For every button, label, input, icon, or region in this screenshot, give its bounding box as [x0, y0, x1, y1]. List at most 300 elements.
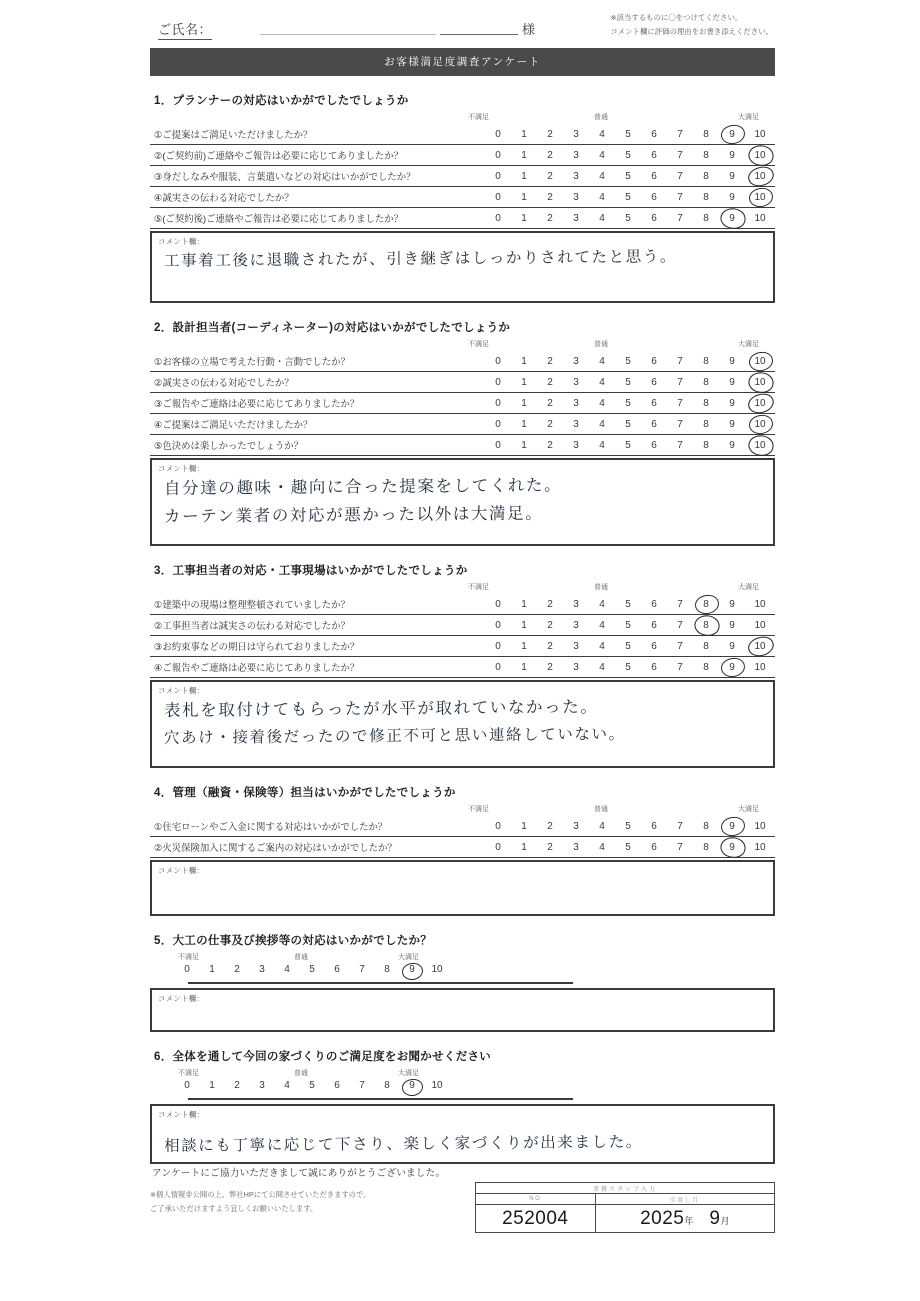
rating-option-6[interactable]: 6	[651, 439, 657, 451]
rating-option-5[interactable]: 5	[625, 841, 631, 853]
comment-label: コメント欄：	[158, 994, 205, 1003]
scale-label-high: 大満足	[738, 806, 759, 813]
instruction-line-2: コメント欄に評価の理由をお書き添えください。	[610, 26, 773, 36]
table-row	[150, 393, 775, 414]
rating-option-9[interactable]: 9	[729, 619, 735, 631]
rating-option-1[interactable]: 1	[521, 619, 527, 631]
table-row	[150, 145, 775, 166]
rating-option-7[interactable]: 7	[677, 355, 683, 367]
no-value: 252004	[476, 1205, 596, 1233]
comment-label: コメント欄：	[158, 464, 205, 473]
rating-option-5[interactable]: 5	[625, 439, 631, 451]
rating-option-0[interactable]: 0	[495, 418, 501, 430]
rating-option-9[interactable]: 9	[409, 964, 415, 975]
rating-option-1[interactable]: 1	[521, 640, 527, 652]
rating-option-5[interactable]: 5	[625, 212, 631, 224]
rating-option-2[interactable]: 2	[547, 820, 553, 832]
table-row	[150, 166, 775, 187]
survey-section	[150, 562, 775, 768]
question-label: ②誠実さの伝わる対応でしたか？	[154, 377, 294, 388]
scale-label-high: 大満足	[398, 1070, 419, 1077]
rating-option-5[interactable]: 5	[625, 598, 631, 610]
rating-option-10-selected[interactable]: 10	[745, 166, 775, 187]
rating-option-10-selected[interactable]: 10	[745, 351, 775, 372]
rating-option-1[interactable]: 1	[209, 964, 215, 975]
rating-option-3[interactable]: 3	[573, 170, 579, 182]
rating-option-6[interactable]: 6	[651, 149, 657, 161]
handwritten-comment-line: カーテン業者の対応が悪かった以外は大満足。	[163, 503, 544, 526]
rating-option-8[interactable]: 8	[703, 149, 709, 161]
rating-option-7[interactable]: 7	[359, 1080, 365, 1091]
table-row	[150, 594, 775, 615]
rating-option-9[interactable]: 9	[729, 439, 735, 451]
handwritten-comment-line: 穴あけ・接着後だったので修正不可と思い連絡していない。	[163, 724, 626, 747]
rating-option-3[interactable]: 3	[573, 355, 579, 367]
rating-option-7[interactable]: 7	[677, 397, 683, 409]
rating-option-8[interactable]: 8	[703, 820, 709, 832]
rating-option-0[interactable]: 0	[495, 661, 501, 673]
rating-option-8[interactable]: 8	[703, 170, 709, 182]
rating-table	[150, 351, 775, 456]
rating-option-6[interactable]: 6	[651, 128, 657, 140]
rating-option-2[interactable]: 2	[547, 640, 553, 652]
rating-option-1[interactable]: 1	[521, 820, 527, 832]
rating-option-1[interactable]: 1	[521, 841, 527, 853]
rating-option-0[interactable]: 0	[495, 149, 501, 161]
rating-option-4[interactable]: 4	[599, 418, 605, 430]
rating-option-6[interactable]: 6	[651, 661, 657, 673]
rating-option-6[interactable]: 6	[651, 170, 657, 182]
rating-option-3[interactable]: 3	[573, 128, 579, 140]
rating-option-7[interactable]: 7	[677, 170, 683, 182]
scale-label-mid: 普通	[594, 114, 608, 121]
rating-option-0[interactable]: 0	[495, 397, 501, 409]
rating-option-5[interactable]: 5	[625, 355, 631, 367]
rating-option-8[interactable]: 8	[703, 841, 709, 853]
comment-box[interactable]	[150, 458, 775, 546]
rating-option-9[interactable]: 9	[729, 598, 735, 610]
rating-option-2[interactable]: 2	[547, 170, 553, 182]
rating-option-6[interactable]: 6	[651, 191, 657, 203]
thanks-text: アンケートにご協力いただきまして誠にありがとうございました。	[152, 1168, 446, 1179]
question-label: ④ご報告やご連絡は必要に応じてありましたか？	[154, 662, 360, 673]
handwritten-comment-line: 自分達の趣味・趣向に合った提案をしてくれた。	[163, 475, 563, 498]
handover-date-value	[595, 1205, 774, 1233]
table-row	[150, 208, 775, 229]
rating-option-0[interactable]: 0	[495, 619, 501, 631]
question-label: ③お約束事などの期日は守られておりましたか？	[154, 641, 360, 652]
rating-option-0[interactable]: 0	[184, 964, 190, 975]
rating-option-8-selected[interactable]: 8	[693, 615, 719, 636]
table-row	[150, 657, 775, 678]
rating-option-5[interactable]: 5	[625, 191, 631, 203]
rating-option-3[interactable]: 3	[573, 191, 579, 203]
rating-option-10-selected[interactable]: 10	[745, 145, 775, 166]
rating-option-7[interactable]: 7	[677, 128, 683, 140]
section-title: 5．大工の仕事及び挨拶等の対応はいかがでしたか？	[154, 935, 433, 947]
scale-label-mid: 普通	[594, 584, 608, 591]
rating-option-9[interactable]: 9	[729, 355, 735, 367]
question-label: ①お客様の立場で考えた行動・言動でしたか？	[154, 356, 350, 367]
year-value: 2025	[640, 1207, 685, 1229]
rating-option-8[interactable]: 8	[703, 355, 709, 367]
table-row	[150, 435, 775, 456]
section-title: 1．プランナーの対応はいかがでしたでしょうか	[154, 95, 409, 107]
scale-underline	[188, 982, 573, 984]
rating-option-3[interactable]: 3	[573, 661, 579, 673]
rating-option-1[interactable]: 1	[521, 439, 527, 451]
rating-option-8[interactable]: 8	[703, 661, 709, 673]
rating-option-10-selected[interactable]: 10	[745, 187, 775, 208]
rating-option-6[interactable]: 6	[651, 841, 657, 853]
rating-scale	[150, 1068, 775, 1102]
rating-option-4[interactable]: 4	[599, 598, 605, 610]
staff-entry-header: 事務スタッフ入力	[476, 1183, 775, 1194]
name-label: ご氏名：	[158, 19, 212, 40]
handwritten-comment-line: 表札を取付けてもらったが水平が取れていなかった。	[163, 697, 599, 720]
comment-box[interactable]	[150, 1104, 775, 1164]
rating-option-7[interactable]: 7	[677, 640, 683, 652]
rating-option-8[interactable]: 8	[703, 439, 709, 451]
rating-option-0[interactable]: 0	[495, 640, 501, 652]
rating-option-0[interactable]: 0	[495, 376, 501, 388]
rating-option-10[interactable]: 10	[754, 212, 766, 224]
rating-option-4[interactable]: 4	[599, 191, 605, 203]
rating-option-8[interactable]: 8	[703, 191, 709, 203]
rating-option-10-selected[interactable]: 10	[745, 435, 775, 456]
rating-option-3[interactable]: 3	[573, 397, 579, 409]
question-label: ③身だしなみや服装、言葉遣いなどの対応はいかがでしたか？	[154, 171, 416, 182]
rating-option-4[interactable]: 4	[599, 820, 605, 832]
rating-option-10-selected[interactable]: 10	[745, 372, 775, 393]
scale-label-mid: 普通	[594, 806, 608, 813]
rating-option-4[interactable]: 4	[599, 149, 605, 161]
rating-option-1[interactable]: 1	[521, 170, 527, 182]
question-label: ②工事担当者は誠実さの伝わる対応でしたか？	[154, 620, 350, 631]
rating-option-0[interactable]: 0	[495, 355, 501, 367]
rating-option-5[interactable]: 5	[625, 149, 631, 161]
rating-table	[150, 124, 775, 229]
rating-option-3[interactable]: 3	[573, 149, 579, 161]
comment-box[interactable]	[150, 680, 775, 768]
scale-label-high: 大満足	[738, 114, 759, 121]
selected-rating-circle	[401, 1078, 424, 1097]
rating-option-9-selected[interactable]: 9	[719, 837, 745, 858]
question-label: ④ご提案はご満足いただけましたか？	[154, 419, 313, 430]
rating-option-5[interactable]: 5	[309, 1080, 315, 1091]
name-value-redacted	[260, 34, 436, 35]
month-unit: 月	[720, 1215, 730, 1226]
rating-option-3[interactable]: 3	[259, 964, 265, 975]
rating-option-5[interactable]: 5	[625, 170, 631, 182]
survey-section	[150, 784, 775, 916]
handover-month-header: 引渡し月	[595, 1194, 774, 1205]
rating-option-7[interactable]: 7	[677, 376, 683, 388]
rating-option-8[interactable]: 8	[703, 640, 709, 652]
rating-option-0[interactable]: 0	[495, 170, 501, 182]
rating-option-1[interactable]: 1	[521, 661, 527, 673]
rating-option-0[interactable]: 0	[495, 841, 501, 853]
rating-option-4[interactable]: 4	[599, 661, 605, 673]
rating-option-5[interactable]: 5	[625, 619, 631, 631]
scale-legend	[150, 582, 775, 594]
scale-label-low: 不満足	[468, 114, 489, 121]
simple-sections-host	[150, 932, 775, 1164]
rating-option-0[interactable]: 0	[495, 128, 501, 140]
rating-option-0[interactable]: 0	[495, 191, 501, 203]
rating-option-9[interactable]: 9	[729, 376, 735, 388]
rating-option-4[interactable]: 4	[599, 170, 605, 182]
rating-option-2[interactable]: 2	[547, 598, 553, 610]
rating-option-7[interactable]: 7	[677, 191, 683, 203]
rating-option-9-selected[interactable]: 9	[719, 208, 745, 229]
rating-option-6[interactable]: 6	[651, 820, 657, 832]
rating-option-10-selected[interactable]: 10	[745, 393, 775, 414]
table-row	[150, 636, 775, 657]
rating-option-7[interactable]: 7	[359, 964, 365, 975]
name-suffix: 様	[522, 22, 536, 37]
rating-option-1[interactable]: 1	[521, 418, 527, 430]
rating-scale	[150, 952, 775, 986]
rating-option-6[interactable]: 6	[651, 376, 657, 388]
rating-option-10[interactable]: 10	[431, 964, 443, 975]
scale-label-low: 不満足	[468, 806, 489, 813]
rating-option-4[interactable]: 4	[599, 619, 605, 631]
question-label: ②(ご契約前)ご連絡やご報告は必要に応じてありましたか？	[154, 150, 404, 161]
scale-legend	[170, 1068, 775, 1080]
scale-label-low: 不満足	[178, 1070, 199, 1077]
table-row	[150, 187, 775, 208]
rating-option-2[interactable]: 2	[547, 397, 553, 409]
fineprint-line-2: ご了承いただけますよう宜しくお願いいたします。	[150, 1204, 318, 1214]
comment-box[interactable]	[150, 860, 775, 916]
rating-option-1[interactable]: 1	[521, 355, 527, 367]
rating-option-6[interactable]: 6	[334, 1080, 340, 1091]
comment-box[interactable]	[150, 231, 775, 303]
survey-section-simple	[150, 1048, 775, 1164]
scale-legend	[150, 112, 775, 124]
rating-option-7[interactable]: 7	[677, 598, 683, 610]
rating-option-10[interactable]: 10	[754, 598, 766, 610]
rating-option-3[interactable]: 3	[573, 619, 579, 631]
rating-option-3[interactable]: 3	[573, 820, 579, 832]
rating-option-7[interactable]: 7	[677, 149, 683, 161]
rating-option-4[interactable]: 4	[599, 640, 605, 652]
no-header: NO	[476, 1194, 596, 1205]
rating-option-0[interactable]: 0	[495, 439, 501, 451]
rating-option-8[interactable]: 8	[703, 212, 709, 224]
rating-option-2[interactable]: 2	[547, 128, 553, 140]
rating-option-2[interactable]: 2	[547, 619, 553, 631]
rating-option-5[interactable]: 5	[625, 376, 631, 388]
rating-option-9[interactable]: 9	[729, 191, 735, 203]
table-row	[150, 816, 775, 837]
rating-option-3[interactable]: 3	[573, 212, 579, 224]
survey-section-simple	[150, 932, 775, 1032]
survey-section	[150, 92, 775, 303]
rating-option-4[interactable]: 4	[599, 439, 605, 451]
rating-option-9[interactable]: 9	[729, 397, 735, 409]
rating-option-2[interactable]: 2	[547, 191, 553, 203]
comment-box[interactable]	[150, 988, 775, 1032]
rating-option-2[interactable]: 2	[547, 212, 553, 224]
rating-option-2[interactable]: 2	[547, 149, 553, 161]
rating-option-10[interactable]: 10	[754, 619, 766, 631]
rating-option-5[interactable]: 5	[625, 397, 631, 409]
rating-option-5[interactable]: 5	[625, 640, 631, 652]
scale-label-low: 不満足	[468, 584, 489, 591]
question-label: ④誠実さの伝わる対応でしたか？	[154, 192, 294, 203]
rating-option-9-selected[interactable]: 9	[719, 816, 745, 837]
instruction-line-1: ※該当するものに〇をつけてください。	[610, 13, 743, 22]
table-row	[150, 351, 775, 372]
rating-option-7[interactable]: 7	[677, 619, 683, 631]
rating-option-3[interactable]: 3	[573, 439, 579, 451]
rating-option-3[interactable]: 3	[573, 640, 579, 652]
scale-label-mid: 普通	[294, 954, 308, 961]
table-row	[150, 124, 775, 145]
rating-option-8[interactable]: 8	[703, 418, 709, 430]
rating-option-1[interactable]: 1	[521, 149, 527, 161]
rating-options	[170, 964, 775, 982]
rating-option-1[interactable]: 1	[521, 598, 527, 610]
rating-option-5[interactable]: 5	[625, 820, 631, 832]
scale-legend	[150, 804, 775, 816]
rating-option-7[interactable]: 7	[677, 820, 683, 832]
rating-option-2[interactable]: 2	[547, 376, 553, 388]
rating-option-9[interactable]: 9	[729, 640, 735, 652]
comment-label: コメント欄：	[158, 866, 205, 875]
rating-option-10[interactable]: 10	[754, 841, 766, 853]
rating-option-10-selected[interactable]: 10	[745, 414, 775, 435]
rating-option-6[interactable]: 6	[651, 640, 657, 652]
rating-option-5[interactable]: 5	[309, 964, 315, 975]
rating-option-4[interactable]: 4	[599, 212, 605, 224]
rating-option-3[interactable]: 3	[573, 841, 579, 853]
rating-option-6[interactable]: 6	[651, 598, 657, 610]
rating-option-0[interactable]: 0	[184, 1080, 190, 1091]
rating-option-2[interactable]: 2	[234, 964, 240, 975]
rating-option-1[interactable]: 1	[521, 128, 527, 140]
rating-option-8[interactable]: 8	[703, 376, 709, 388]
rating-option-2[interactable]: 2	[547, 418, 553, 430]
rating-option-1[interactable]: 1	[209, 1080, 215, 1091]
rating-table	[150, 816, 775, 858]
table-row	[150, 414, 775, 435]
table-row	[150, 837, 775, 858]
rating-option-1[interactable]: 1	[521, 191, 527, 203]
rating-option-6[interactable]: 6	[651, 355, 657, 367]
rating-option-4[interactable]: 4	[599, 841, 605, 853]
rating-option-5[interactable]: 5	[625, 418, 631, 430]
survey-page	[150, 0, 775, 1301]
rating-option-6[interactable]: 6	[334, 964, 340, 975]
question-label: ③ご報告やご連絡は必要に応じてありましたか？	[154, 398, 360, 409]
rating-option-1[interactable]: 1	[521, 376, 527, 388]
scale-underline	[188, 1098, 573, 1100]
rating-option-0[interactable]: 0	[495, 598, 501, 610]
rating-option-8[interactable]: 8	[703, 128, 709, 140]
rating-option-9[interactable]: 9	[409, 1080, 415, 1091]
rating-option-6[interactable]: 6	[651, 619, 657, 631]
rating-option-7[interactable]: 7	[677, 418, 683, 430]
comment-label: コメント欄：	[158, 1110, 205, 1119]
rating-option-2[interactable]: 2	[547, 661, 553, 673]
rating-option-7[interactable]: 7	[677, 212, 683, 224]
sections-host	[150, 92, 775, 916]
scale-legend	[150, 339, 775, 351]
rating-option-6[interactable]: 6	[651, 212, 657, 224]
section-title: 2．設計担当者(コーディネーター)の対応はいかがでしたでしょうか	[154, 322, 511, 334]
rating-option-3[interactable]: 3	[573, 376, 579, 388]
rating-option-0[interactable]: 0	[495, 820, 501, 832]
rating-option-9[interactable]: 9	[729, 418, 735, 430]
rating-option-8[interactable]: 8	[384, 1080, 390, 1091]
rating-option-4[interactable]: 4	[599, 355, 605, 367]
rating-option-4[interactable]: 4	[284, 1080, 290, 1091]
rating-option-9-selected[interactable]: 9	[719, 124, 745, 145]
fineprint	[150, 1188, 480, 1216]
staff-entry-table	[475, 1182, 775, 1233]
rating-option-6[interactable]: 6	[651, 418, 657, 430]
rating-option-8[interactable]: 8	[384, 964, 390, 975]
rating-option-0[interactable]: 0	[495, 212, 501, 224]
rating-option-8-selected[interactable]: 8	[693, 594, 719, 615]
page-title: お客様満足度調査アンケート	[150, 48, 775, 76]
rating-option-9-selected[interactable]: 9	[719, 657, 745, 678]
rating-option-9[interactable]: 9	[729, 170, 735, 182]
rating-option-10[interactable]: 10	[754, 661, 766, 673]
rating-option-2[interactable]: 2	[547, 439, 553, 451]
rating-option-3[interactable]: 3	[573, 598, 579, 610]
question-label: ①住宅ローンやご入金に関する対応はいかがでしたか？	[154, 821, 388, 832]
rating-option-4[interactable]: 4	[599, 397, 605, 409]
scale-label-high: 大満足	[738, 341, 759, 348]
rating-option-4[interactable]: 4	[284, 964, 290, 975]
rating-option-2[interactable]: 2	[547, 355, 553, 367]
rating-option-8[interactable]: 8	[703, 397, 709, 409]
comment-label: コメント欄：	[158, 686, 205, 695]
rating-option-7[interactable]: 7	[677, 661, 683, 673]
rating-option-7[interactable]: 7	[677, 439, 683, 451]
rating-option-5[interactable]: 5	[625, 661, 631, 673]
survey-section	[150, 319, 775, 546]
section-title: 4．管理（融資・保険等）担当はいかがでしたでしょうか	[154, 787, 456, 799]
rating-option-10[interactable]: 10	[754, 820, 766, 832]
rating-option-1[interactable]: 1	[521, 397, 527, 409]
rating-option-2[interactable]: 2	[547, 841, 553, 853]
rating-option-10-selected[interactable]: 10	[745, 636, 775, 657]
rating-option-5[interactable]: 5	[625, 128, 631, 140]
rating-option-1[interactable]: 1	[521, 212, 527, 224]
scale-label-mid: 普通	[294, 1070, 308, 1077]
rating-option-7[interactable]: 7	[677, 841, 683, 853]
rating-option-9[interactable]: 9	[729, 149, 735, 161]
rating-option-6[interactable]: 6	[651, 397, 657, 409]
footer	[150, 1186, 775, 1229]
rating-option-10[interactable]: 10	[431, 1080, 443, 1091]
scale-label-low: 不満足	[468, 341, 489, 348]
selected-rating-circle	[401, 962, 424, 981]
handwritten-comment-line: 相談にも丁寧に応じて下さり、楽しく家づくりが出来ました。	[163, 1132, 643, 1155]
rating-option-10[interactable]: 10	[754, 128, 766, 140]
rating-option-3[interactable]: 3	[259, 1080, 265, 1091]
rating-option-3[interactable]: 3	[573, 418, 579, 430]
rating-option-2[interactable]: 2	[234, 1080, 240, 1091]
rating-option-4[interactable]: 4	[599, 376, 605, 388]
rating-option-4[interactable]: 4	[599, 128, 605, 140]
scale-label-low: 不満足	[178, 954, 199, 961]
